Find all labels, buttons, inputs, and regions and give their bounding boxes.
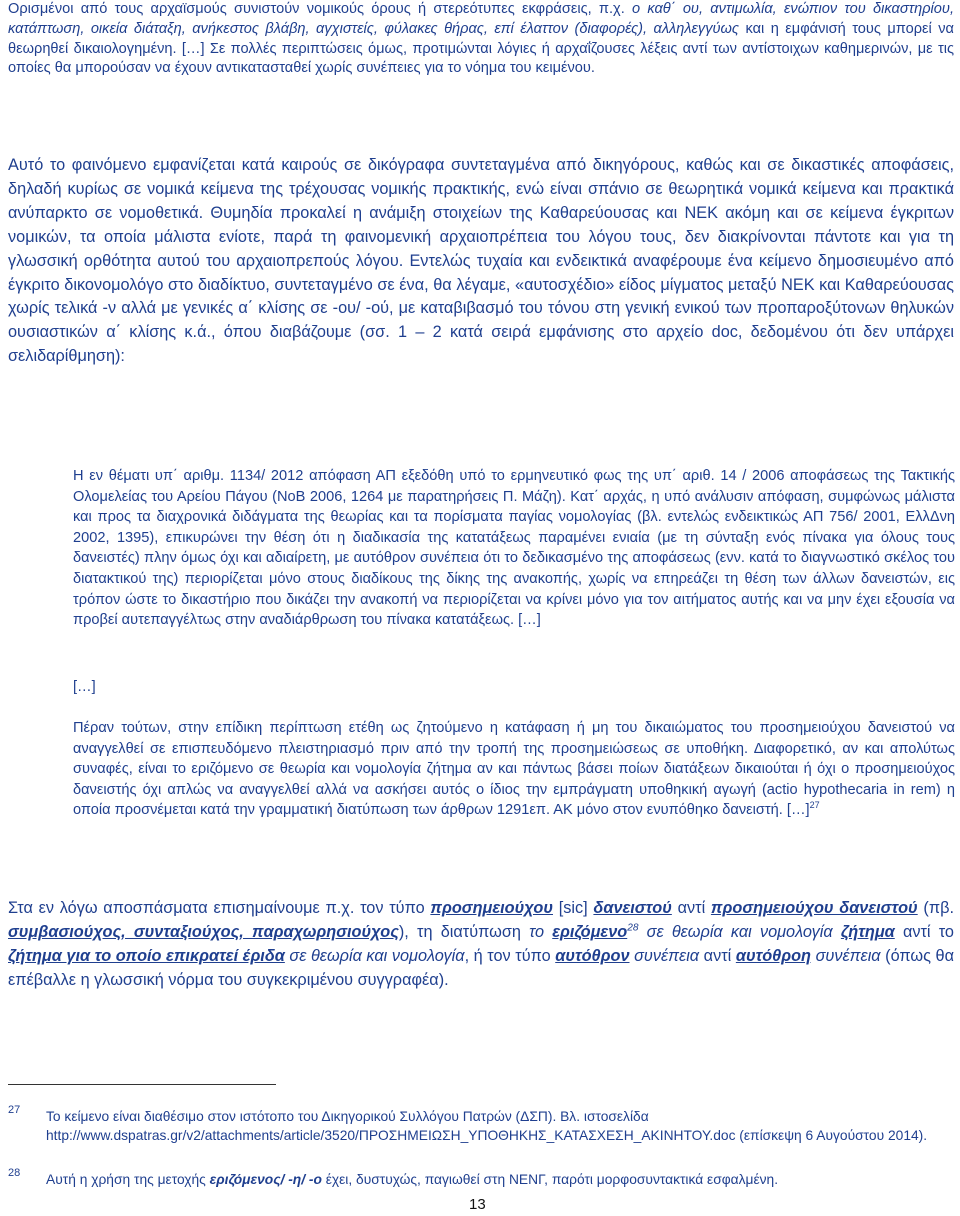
quote-ellipsis: […] <box>73 679 96 695</box>
term-autothroi: αυτόθροη <box>735 946 811 965</box>
footnote-27-mark: 27 <box>8 1104 21 1116</box>
footnote-28-text <box>46 1170 954 1189</box>
quote-block-2 <box>73 718 955 821</box>
footnote-27-text: Το κείμενο είναι διαθέσιμο στον ιστότοπο του Δικηγορικού Συλλόγου Πατρών (ΔΣΠ). Βλ. ιστοσελίδα http://www.dspatras.gr/v2/attachments/article/3520/ΠΡΟΣΗΜΕΙΩΣΗ_ΥΠΟΘΗΚΗΣ_ΚΑΤΑΣΧΕΣΗ_ΑΚΙΝΗΤΟΥ.doc (επίσκεψη 6 Αυγούστου 2014). <box>46 1109 928 1143</box>
closing-t7-post: σε θεωρία και νομολογία <box>284 946 465 965</box>
main-paragraph: Αυτό το φαινόμενο εμφανίζεται κατά καιρούς σε δικόγραφα συντεταγμένα από δικηγόρους, καθώς και σε δικαστικές αποφάσεις, δηλαδή κυρίως σε νομικά κείμενα της τρέχουσας νομικής πρακτικής, ενώ είναι σπάνιο σε θεωρητικά νομικά κείμενα και πρακτικά ανύπαρκτο σε νομοθετικά. Θυμηδία προκαλεί η ανάμιξη στοιχείων της Καθαρεύουσας και ΝΕΚ ακόμη και σε κείμενα έγκριτων νομικών, τα οποία μάλιστα ενίοτε, παρά τη φαινομενική αρχαιοπρέπεια του λόγου τους, δεν διακρίνονται πάντοτε και για τη γλωσσική ορθότητα αυτού του αρχαιοπρεπούς λόγου. Εντελώς τυχαία και ενδεικτικά αναφέρουμε ένα κείμενο δημοσιευμένο από έγκριτο δικονομολόγο στο διαδίκτυο, συντεταγμένο σε ένα, θα λέγαμε, «αυτοσχέδιο» είδος μίγματος μεταξύ ΝΕΚ και Καθαρεύουσας χωρίς τελικά -ν αλλά με γενικές α΄ κλίσης σε -ου/ -ού, με καταβιβασμό του τόνου στη γενική ενικού των προπαροξύτονων θηλυκών ουσιαστικών α΄ κλίσης κ.ά., όπου διαβάζουμε (σσ. 1 – 2 κατά σειρά εμφάνισης στο αρχείο doc, δεδομένου ότι δεν υπάρχει σελιδαρίθμηση): <box>8 156 954 366</box>
closing-text-7: , ή τον τύπο <box>464 946 556 965</box>
closing-text-4: (πβ. <box>917 899 954 917</box>
closing-text-6: αντί το <box>894 922 954 941</box>
intro-examples: ο καθ΄ ου, αντιμωλία, ενώπιον του δικαστηρίου, κατάπτωση, οικεία διάταξη, ανήκεστος βλάβη, αγχιστείς, φύλακες θήρας, επί έλαττον (διαφορές), αλληλεγγύως <box>8 1 954 37</box>
footnote-28-term: εριζόμενος/ -η/ -ο <box>209 1172 322 1187</box>
footnote-separator <box>8 1084 276 1085</box>
closing-text-9: (όπως θα επέβαλλε η γλωσσική νόρμα του συγκεκριμένου συγγραφέα). <box>8 946 955 989</box>
term-autothron: αυτόθρον <box>555 946 630 965</box>
term-comparison-list: συμβασιούχος, συνταξιούχος, παραχωρησιούχος <box>8 922 399 941</box>
intro-lead: Ορισμένοι από τους αρχαϊσμούς συνιστούν νομικούς όρους ή στερεότυπες εκφράσεις, π.χ. <box>8 1 632 17</box>
closing-text-8: αντί <box>699 946 736 965</box>
footnote-ref-28[interactable]: 28 <box>627 922 639 934</box>
closing-t8-post: συνέπεια <box>629 946 700 965</box>
term-prosimeiouxou: προσημειούχου <box>430 899 553 917</box>
term-zitima: ζήτημα <box>840 922 895 941</box>
closing-text-5: ), τη διατύπωση <box>398 922 530 941</box>
term-daneistou: δανειστού <box>593 899 672 917</box>
closing-text-2: [sic] <box>552 899 594 917</box>
quote-block-1: Η εν θέματι υπ΄ αριθμ. 1134/ 2012 απόφαση ΑΠ εξεδόθη υπό το ερμηνευτικό φως της υπ΄ αριθ. 14 / 2006 αποφάσεως της Τακτικής Ολομελείας του Αρείου Πάγου (ΝοΒ 2006, 1264 με παρατηρήσεις Π. Μάζη). Κατ΄ αρχάς, η υπό ανάλυσιν απόφαση, συμφώνως μάλιστα και προς τα διαχρονικά διδάγματα της θεωρίας και τα πορίσματα παγίας νομολογίας (βλ. εντελώς ενδεικτικώς ΑΠ 756/ 2001, ΕλλΔνη 2002, 1395), επικυρώνει την θέση ότι η διαδικασία της κατατάξεως παραμένει ενιαία (με τη σύνταξη ενός πίνακα για όλους τους δανειστές) πλην όμως όχι και αδιαίρετη, με αυτόθρον συνέπεια ότι το δεδικασμένο της αποφάσεως (ενν. κατά το διαγνωστικό σκέλος του διατακτικού της) περιορίζεται μόνο στους διαδίκους της δίκης της ανακοπής, χωρίς να επηρεάζει τη θέση των άλλων δανειστών, εις τρόπον ώστε το δικαστήριο που δικάζει την ανακοπή να περιορίζεται να κρίνει μόνο για τον αιτήματος αυτής και να μην έχει εξουσία να προβεί αυτεπαγγέλτως στην αναδιάρθρωση του πίνακα κατατάξεως. […] <box>73 468 955 629</box>
closing-t9-post: συνέπεια <box>811 946 881 965</box>
closing-text-1: Στα εν λόγω αποσπάσματα επισημαίνουμε π.χ. τον τύπο <box>8 899 431 917</box>
term-prosimeiouxou-daneistou: προσημειούχου δανειστού <box>710 899 918 917</box>
closing-paragraph <box>8 897 954 993</box>
closing-text-3: αντί <box>671 899 711 917</box>
term-erizomeno: εριζόμενο <box>552 922 628 941</box>
quote-block-2-text: Πέραν τούτων, στην επίδικη περίπτωση ετέθη ως ζητούμενο η κατάφαση ή μη του δικαιώματος του προσημειούχου δανειστού να αναγγελθεί σε επισπευδόμενο πλειστηριασμό πριν από την τροπή της προσημειώσεως σε υποθήκη. Διαφορετικό, αν και απολύτως συναφές, είναι το εριζόμενο σε θεωρία και νομολογία ζήτημα αν και πάντως βάσει ποίων διατάξεων δικαιούται ή όχι ο προσημειούχος δανειστής όχι απλώς να αναγγελθεί αλλά να ασκήσει αυτός ο ίδιος την εμπράγματη υποθηκική αγωγή (actio hypothecaria in rem) η οποία προσνέμεται κατά την γραμματική διατύπωση των άρθρων 1291επ. ΑΚ μόνο στον ενυπόθηκο δανειστή. […] <box>73 720 955 819</box>
closing-t5-pre: το <box>529 922 553 941</box>
footnote-28-pre: Αυτή η χρήση της μετοχής <box>46 1172 210 1187</box>
term-zitima-eris: ζήτημα για το οποίο επικρατεί έριδα <box>8 946 285 965</box>
closing-t5-post: σε θεωρία και νομολογία <box>638 922 841 941</box>
intro-paragraph <box>8 0 954 79</box>
page-number: 13 <box>469 1196 486 1213</box>
footnote-28-mark: 28 <box>8 1167 21 1179</box>
footnote-28-post: έχει, δυστυχώς, παγιωθεί στη ΝΕΝΓ, παρότι μορφοσυντακτικά εσφαλμένη. <box>321 1172 779 1187</box>
intro-continuation: και η εμφάνισή τους μπορεί να θεωρηθεί δικαιολογημένη. […] Σε πολλές περιπτώσεις όμως, προτιμώνται λόγιες ή αρχαΐζουσες λέξεις αντί των αντίστοιχων καθημερινών, με τις οποίες θα μπορούσαν να έχουν αντικατασταθεί χωρίς συνέπειες για το νόημα του κειμένου. <box>8 20 954 77</box>
footnote-ref-27[interactable]: 27 <box>809 800 820 811</box>
